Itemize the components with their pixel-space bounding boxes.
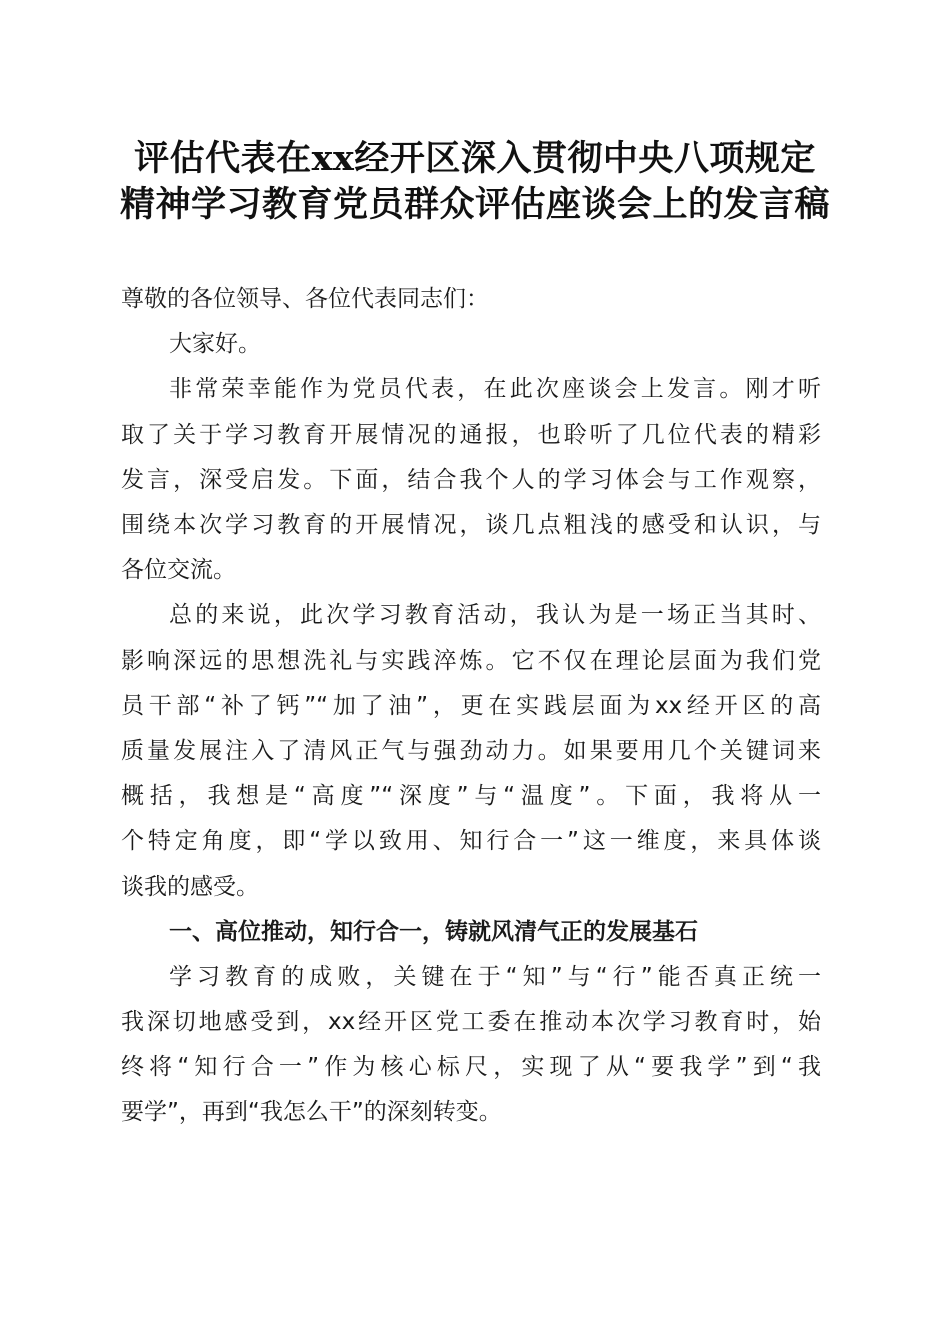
section-paragraph-line: 学习教育的成败，关键在于“知”与“行”能否真正统一	[169, 964, 821, 990]
paragraph-1-line: 发言，深受启发。下面，结合我个人的学习体会与工作观察，	[121, 467, 821, 493]
paragraph-1-line: 非常荣幸能作为党员代表，在此次座谈会上发言。刚才听	[169, 376, 821, 402]
section-paragraph-line: 要学”，再到“我怎么干”的深刻转变。	[121, 1099, 502, 1125]
paragraph-2-line: 总的来说，此次学习教育活动，我认为是一场正当其时、	[169, 602, 821, 628]
paragraph-2-line: 质量发展注入了清风正气与强劲动力。如果要用几个关键词来	[121, 738, 821, 764]
paragraph-1-line: 围绕本次学习教育的开展情况，谈几点粗浅的感受和认识，与	[121, 512, 821, 538]
paragraph-2-line: 概括，我想是“高度”“深度”与“温度”。下面，我将从一	[121, 783, 821, 809]
paragraph-2-line: 影响深远的思想洗礼与实践淬炼。它不仅在理论层面为我们党	[121, 648, 821, 674]
section-heading: 一、高位推动，知行合一，铸就风清气正的发展基石	[169, 919, 698, 945]
salutation: 尊敬的各位领导、各位代表同志们：	[121, 286, 489, 312]
paragraph-2-line: 谈我的感受。	[121, 874, 259, 900]
paragraph-1-line: 取了关于学习教育开展情况的通报，也聆听了几位代表的精彩	[121, 422, 821, 448]
paragraph-1-line: 各位交流。	[121, 557, 236, 583]
section-paragraph-line: 我深切地感受到，xx经开区党工委在推动本次学习教育时，始	[121, 1009, 821, 1035]
paragraph-2-line: 员干部“补了钙”“加了油”，更在实践层面为xx经开区的高	[121, 693, 821, 719]
section-paragraph-line: 终将“知行合一”作为核心标尺，实现了从“要我学”到“我	[121, 1054, 821, 1080]
document-title-line-1: 评估代表在xx经开区深入贯彻中央八项规定	[134, 138, 816, 179]
greeting: 大家好。	[169, 331, 261, 357]
document-title-line-2: 精神学习教育党员群众评估座谈会上的发言稿	[119, 184, 830, 225]
paragraph-2-line: 个特定角度，即“学以致用、知行合一”这一维度，来具体谈	[121, 828, 821, 854]
